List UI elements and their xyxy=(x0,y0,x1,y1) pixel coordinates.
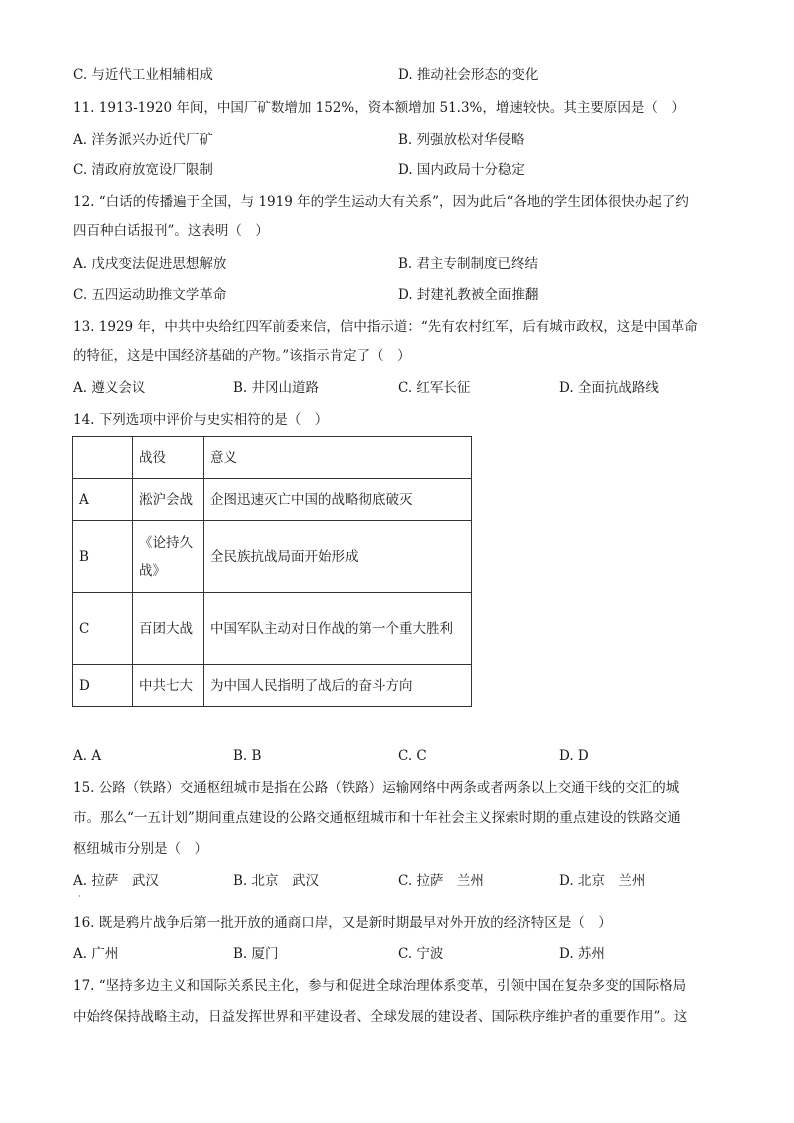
q11-options-row-1 xyxy=(73,130,723,150)
q14-stem: 14. 下列选项中评价与史实相符的是（ ） xyxy=(73,412,329,428)
q15-stem-line-2: 市。那么“一五计划”期间重点建设的公路交通枢纽城市和十年社会主义探索时期的重点建设的铁路交通 xyxy=(73,810,681,826)
q12-options-row-1 xyxy=(73,254,723,274)
table-cell: 中国军队主动对日作战的第一个重大胜利 xyxy=(204,593,472,665)
q14-option-b[interactable]: B. B xyxy=(233,748,262,764)
table-cell: 全民族抗战局面开始形成 xyxy=(204,521,472,593)
table-cell: 为中国人民指明了战后的奋斗方向 xyxy=(204,665,472,707)
q15-option-d[interactable]: D. 北京 兰州 xyxy=(559,873,646,889)
table-cell: D xyxy=(73,665,133,707)
q14-option-c[interactable]: C. C xyxy=(398,748,427,764)
q13-stem-line-2: 的特征，这是中国经济基础的产物。”该指示肯定了（ ） xyxy=(73,348,411,364)
q15-options-row xyxy=(73,871,723,891)
q16-option-a[interactable]: A. 广州 xyxy=(73,946,119,962)
q15-option-a[interactable]: A. 拉萨 武汉 xyxy=(73,873,159,889)
q13-option-d[interactable]: D. 全面抗战路线 xyxy=(559,380,659,396)
q11-option-d[interactable]: D. 国内政局十分稳定 xyxy=(398,162,525,178)
q14-option-d[interactable]: D. D xyxy=(559,748,589,764)
q17-stem-line-1: 17. “坚持多边主义和国际关系民主化，参与和促进全球治理体系变革，引领中国在复杂多变的国际格局 xyxy=(73,978,687,994)
q17-stem-line-2: 中始终保持战略主动，日益发挥世界和平建设者、全球发展的建设者、国际秩序维护者的重要作用”。这 xyxy=(73,1009,688,1025)
table-header-row xyxy=(73,437,472,479)
table-cell: A xyxy=(73,479,133,521)
q12-option-b[interactable]: B. 君主专制制度已终结 xyxy=(398,256,539,272)
q16-option-b[interactable]: B. 厦门 xyxy=(233,946,279,962)
table-row xyxy=(73,479,472,521)
q16-stem: 16. 既是鸦片战争后第一批开放的通商口岸，又是新时期最早对外开放的经济特区是（ ） xyxy=(73,915,612,931)
q12-option-d[interactable]: D. 封建礼教被全面推翻 xyxy=(398,287,539,303)
q16-option-c[interactable]: C. 宁波 xyxy=(398,946,444,962)
q15-stem-line-1: 15. 公路（铁路）交通枢纽城市是指在公路（铁路）运输网络中两条或者两条以上交通干线的交汇的城 xyxy=(73,780,680,796)
table-row xyxy=(73,521,472,593)
q12-options-row-2 xyxy=(73,285,723,305)
q13-option-b[interactable]: B. 井冈山道路 xyxy=(233,380,320,396)
q10-option-c[interactable]: C. 与近代工业相辅相成 xyxy=(73,67,213,83)
table-header-cell: 战役 xyxy=(133,437,204,479)
q10-option-d[interactable]: D. 推动社会形态的变化 xyxy=(398,67,539,83)
q11-options-row-2 xyxy=(73,160,723,180)
q14-option-a[interactable]: A. A xyxy=(73,748,102,764)
q13-options-row xyxy=(73,378,723,398)
q15-stem-line-3: 枢纽城市分别是（ ） xyxy=(73,841,208,857)
q11-option-c[interactable]: C. 清政府放宽设厂限制 xyxy=(73,162,213,178)
q11-stem: 11. 1913-1920 年间，中国厂矿数增加 152%，资本额增加 51.3%，增速较快。其主要原因是（ ） xyxy=(73,100,685,116)
table-cell: B xyxy=(73,521,133,593)
q16-option-d[interactable]: D. 苏州 xyxy=(559,946,605,962)
table-row xyxy=(73,665,472,707)
q14-options-row xyxy=(73,746,723,766)
q14-table xyxy=(72,436,472,707)
q11-option-b[interactable]: B. 列强放松对华侵略 xyxy=(398,132,525,148)
table-cell: 企图迅速灭亡中国的战略彻底破灭 xyxy=(204,479,472,521)
table-cell: C xyxy=(73,593,133,665)
q12-stem-line-1: 12. “白话的传播遍于全国，与 1919 年的学生运动大有关系”，因为此后“各地的学生团体很快办起了约 xyxy=(73,194,689,210)
table-row xyxy=(73,593,472,665)
q11-option-a[interactable]: A. 洋务派兴办近代厂矿 xyxy=(73,132,213,148)
table-header-cell: 意义 xyxy=(204,437,472,479)
q16-options-row xyxy=(73,944,723,964)
q13-option-c[interactable]: C. 红军长征 xyxy=(398,380,471,396)
q12-option-a[interactable]: A. 戊戌变法促进思想解放 xyxy=(73,256,227,272)
q12-stem-line-2: 四百种白话报刊”。这表明（ ） xyxy=(73,223,269,239)
q13-stem-line-1: 13. 1929 年，中共中央给红四军前委来信，信中指示道：“先有农村红军，后有城市政权，这是中国革命 xyxy=(73,319,698,335)
q15-option-c[interactable]: C. 拉萨 兰州 xyxy=(398,873,484,889)
q13-option-a[interactable]: A. 遵义会议 xyxy=(73,380,146,396)
table-cell: 中共七大 xyxy=(133,665,204,707)
table-cell: 百团大战 xyxy=(133,593,204,665)
q15-option-b[interactable]: B. 北京 武汉 xyxy=(233,873,320,889)
table-header-cell xyxy=(73,437,133,479)
table-cell: 《论持久战》 xyxy=(133,521,204,593)
stray-dot: · xyxy=(78,892,81,901)
table-cell: 淞沪会战 xyxy=(133,479,204,521)
q10-options-row xyxy=(73,65,723,85)
q12-option-c[interactable]: C. 五四运动助推文学革命 xyxy=(73,287,227,303)
